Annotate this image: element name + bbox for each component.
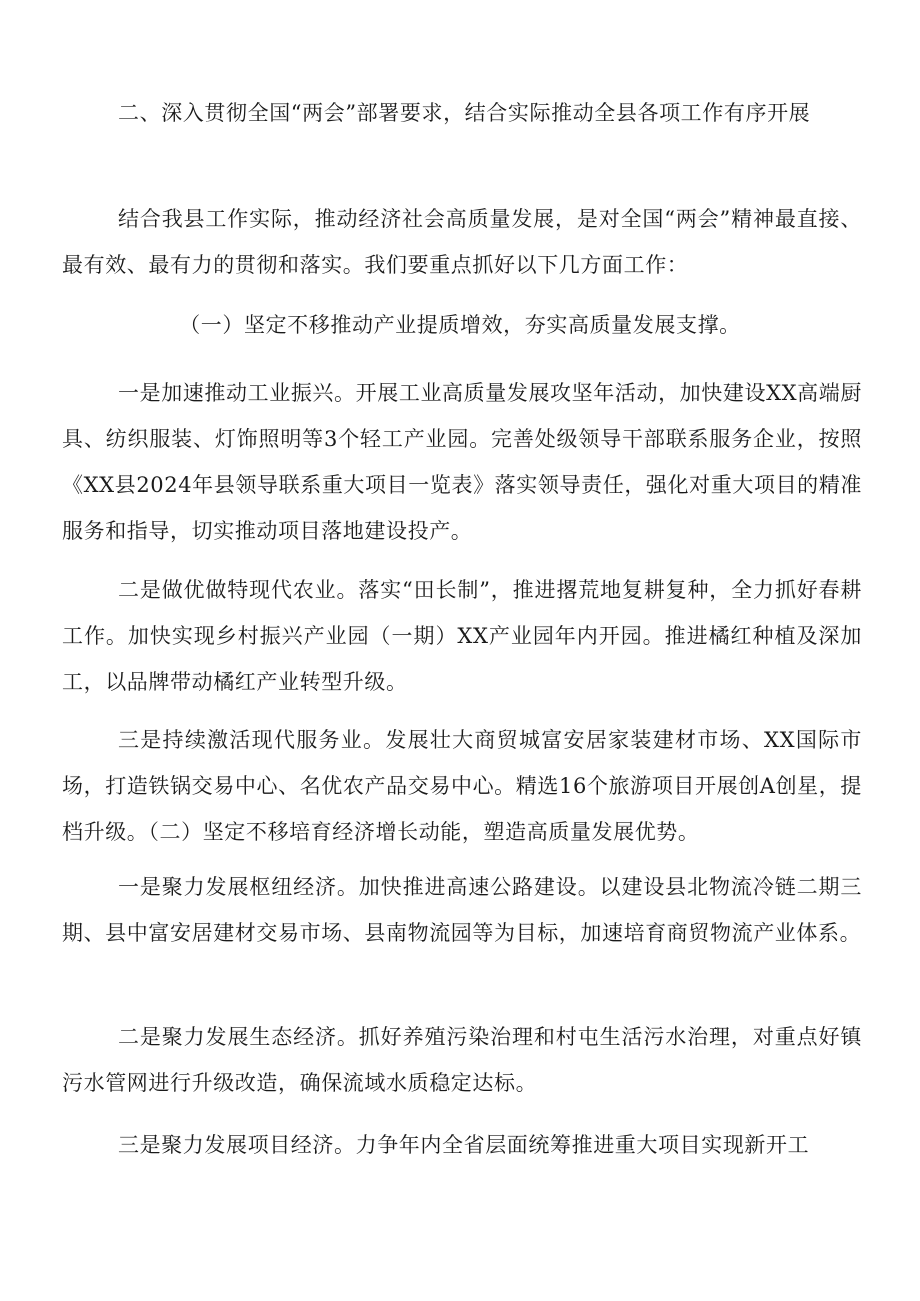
paragraph-industry: 一是加速推动工业振兴。开展工业高质量发展攻坚年活动，加快建设XX高端厨具、纺织服装、灯饰照明等3个轻工产业园。完善处级领导干部联系服务企业，按照《XX县2024年县领导联系重大项目一览表》落实领导责任，强化对重大项目的精准服务和指导，切实推动项目落地建设投产。 [62, 381, 862, 543]
paragraph-services: 三是持续激活现代服务业。发展壮大商贸城富安居家装建材市场、XX国际市场，打造铁锅交易中心、名优农产品交易中心。精选16个旅游项目开展创A创星，提档升级。（二）坚定不移培育经济增长动能，塑造高质量发展优势。 [62, 728, 862, 844]
paragraph-eco-economy: 二是聚力发展生态经济。抓好养殖污染治理和村屯生活污水治理，对重点好镇污水管网进行升级改造，确保流域水质稳定达标。 [62, 1025, 862, 1095]
paragraph-agriculture: 二是做优做特现代农业。落实“田长制”，推进撂荒地复耕复种，全力抓好春耕工作。加快实现乡村振兴产业园（一期）XX产业园年内开园。推进橘红种植及深加工，以品牌带动橘红产业转型升级。 [62, 578, 862, 694]
section-heading-two: 二、深入贯彻全国“两会”部署要求，结合实际推动全县各项工作有序开展 [118, 101, 811, 125]
intro-paragraph: 结合我县工作实际，推动经济社会高质量发展，是对全国“两会”精神最直接、最有效、最有力的贯彻和落实。我们要重点抓好以下几方面工作： [62, 207, 862, 277]
paragraph-project-economy: 三是聚力发展项目经济。力争年内全省层面统筹推进重大项目实现新开工 [118, 1133, 810, 1157]
paragraph-hub-economy: 一是聚力发展枢纽经济。加快推进高速公路建设。以建设县北物流冷链二期三期、县中富安居建材交易市场、县南物流园等为目标，加速培育商贸物流产业体系。 [62, 875, 862, 945]
subsection-heading-one: （一）坚定不移推动产业提质增效，夯实高质量发展支撑。 [179, 313, 741, 337]
